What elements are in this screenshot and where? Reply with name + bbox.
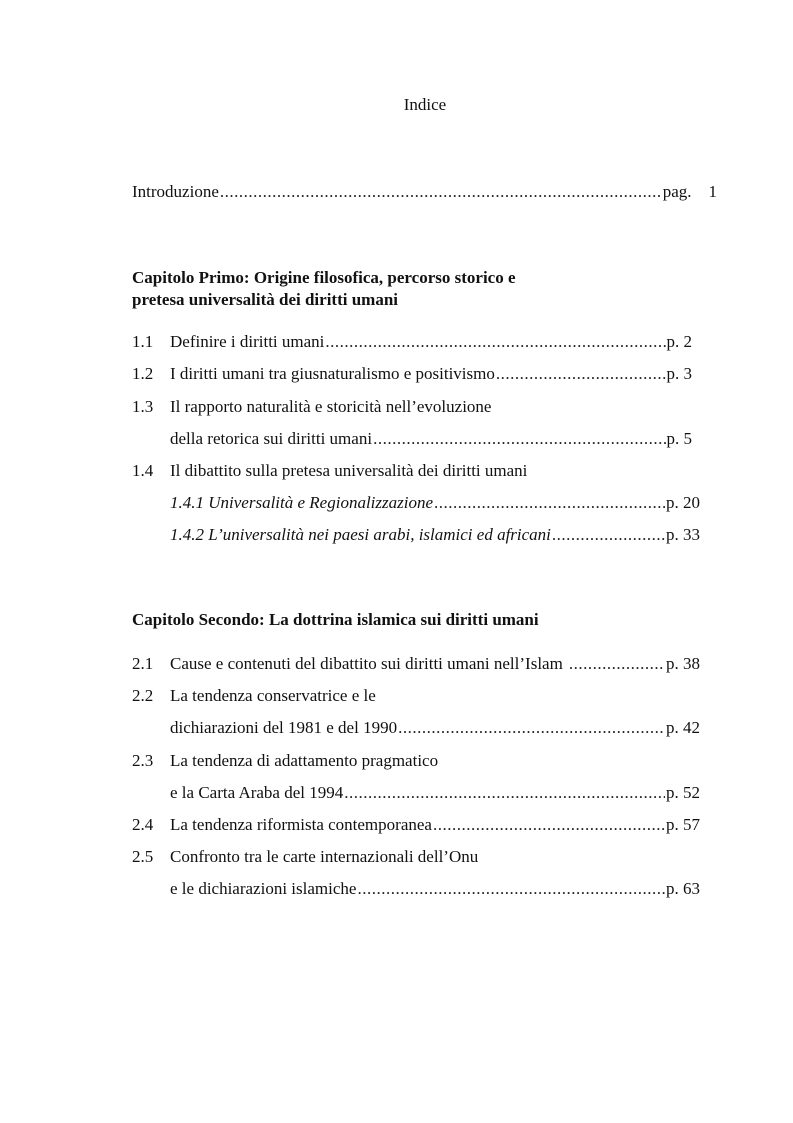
dot-leader [569,653,665,675]
toc-entry-introduzione [132,181,717,203]
toc-entry-page: p. 33 [666,525,700,544]
toc-entry-text: della retorica sui diritti umani [170,429,373,448]
toc-entry-text: Il rapporto naturalità e storicità nell’evoluzione [170,397,492,416]
toc-entry-1-4-2 [170,524,700,546]
toc-entry-text: Introduzione [132,182,219,201]
dot-leader [434,492,665,514]
toc-entry-page: p. 5 [666,429,692,448]
toc-entry-1-3 [132,396,692,418]
toc-entry-number: 1.3 [132,397,154,416]
toc-entry-text: 1.4.2 L’universalità nei paesi arabi, islamici ed africani [170,525,551,544]
toc-entry-2-3 [132,750,700,772]
toc-entry-text: e la Carta Araba del 1994 [170,783,344,802]
toc-entry-text: Definire i diritti umani [170,332,325,351]
toc-entry-page: p. 52 [666,783,700,802]
toc-entry-text: La tendenza riformista contemporanea [170,815,432,834]
toc-entry-text: La tendenza di adattamento pragmatico [170,751,439,770]
toc-entry-2-5-cont [170,878,700,900]
toc-entry-2-4 [132,814,700,836]
dot-leader [325,331,665,353]
toc-entry-number: 2.2 [132,686,154,705]
toc-entry-page: p. 3 [666,364,692,383]
toc-entry-page: p. 63 [666,879,700,898]
toc-entry-text: I diritti umani tra giusnaturalismo e positivismo [170,364,495,383]
toc-entry-number: 2.4 [132,815,154,834]
dot-leader [344,782,665,804]
toc-entry-text: 1.4.1 Universalità e Regionalizzazione [170,493,434,512]
toc-entry-number: 1.1 [132,332,154,351]
page-title: Indice [403,95,447,114]
toc-entry-text: Cause e contenuti del dibattito sui diritti umani nell’Islam [170,654,563,673]
dot-leader [373,428,665,450]
toc-entry-page-prefix: pag. [662,182,692,201]
toc-entry-number: 2.1 [132,654,154,673]
toc-entry-text: dichiarazioni del 1981 e del 1990 [170,718,398,737]
toc-entry-page: p. 42 [666,718,700,737]
toc-entry-1-4-1 [170,492,700,514]
dot-leader [433,814,665,836]
toc-entry-text: La tendenza conservatrice e le [170,686,376,705]
dot-leader [496,363,666,385]
toc-entry-2-5 [132,846,700,868]
toc-entry-text: e le dichiarazioni islamiche [170,879,357,898]
chapter-1-heading-line2: pretesa universalità dei diritti umani [132,290,399,309]
chapter-2-heading: Capitolo Secondo: La dottrina islamica sui diritti umani [132,610,539,629]
dot-leader [357,878,665,900]
toc-entry-1-1 [132,331,692,353]
toc-entry-text: Confronto tra le carte internazionali dell’Onu [170,847,479,866]
toc-entry-text: Il dibattito sulla pretesa universalità dei diritti umani [170,461,528,480]
toc-entry-page: p. 20 [666,493,700,512]
dot-leader [220,181,662,203]
toc-entry-page: p. 2 [666,332,692,351]
toc-entry-page: p. 38 [666,654,700,673]
toc-entry-page: p. 57 [666,815,700,834]
toc-entry-1-4 [132,460,692,482]
toc-entry-1-3-cont [170,428,692,450]
toc-entry-2-2 [132,685,700,707]
dot-leader [552,524,665,546]
toc-entry-number: 2.3 [132,751,154,770]
toc-entry-number: 1.4 [132,461,154,480]
toc-entry-2-2-cont [170,717,700,739]
toc-entry-2-3-cont [170,782,700,804]
toc-entry-page: 1 [708,182,717,201]
toc-entry-number: 1.2 [132,364,154,383]
toc-entry-2-1 [132,653,700,675]
toc-entry-1-2 [132,363,692,385]
dot-leader [398,717,665,739]
toc-entry-number: 2.5 [132,847,154,866]
chapter-1-heading-line1: Capitolo Primo: Origine filosofica, percorso storico e [132,268,516,287]
